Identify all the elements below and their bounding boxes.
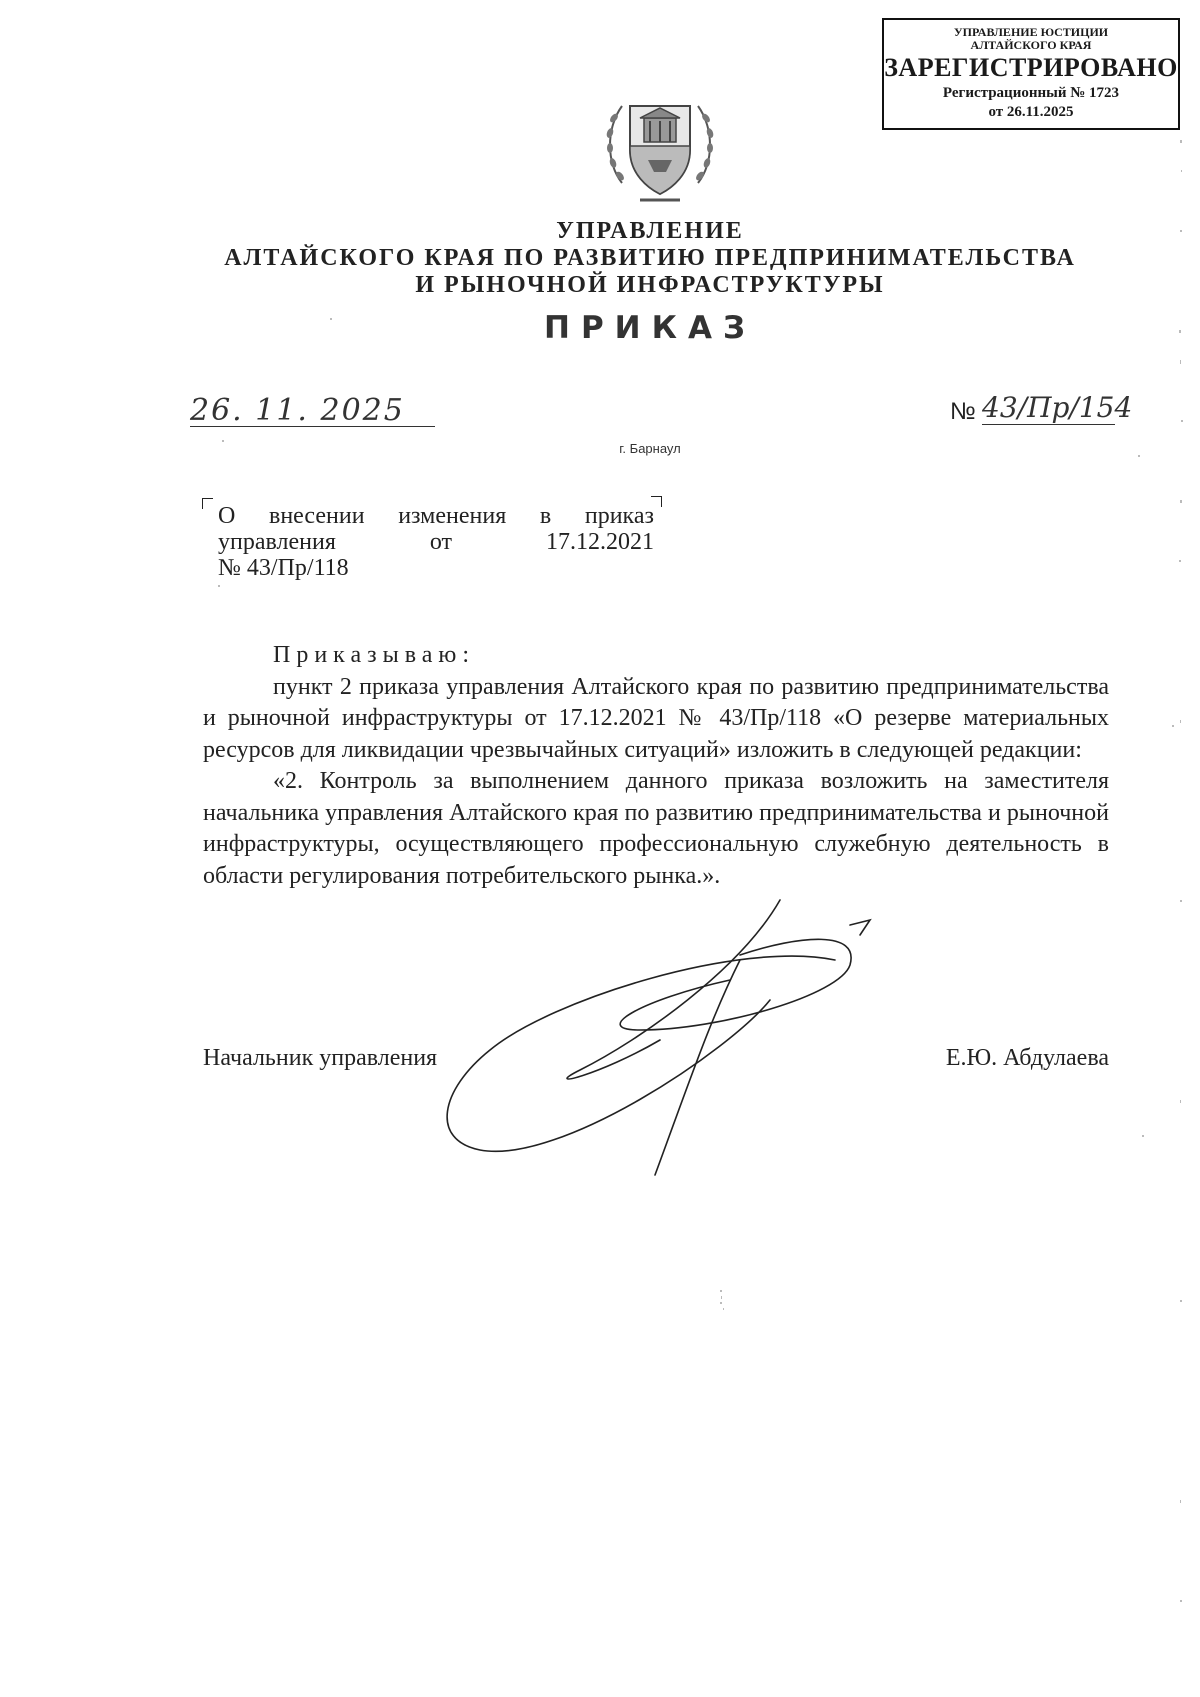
- date-underline: [190, 426, 435, 427]
- subject-word: от: [429, 529, 453, 555]
- order-date: 26. 11. 2025: [190, 393, 405, 428]
- subject-word: внесении: [268, 503, 365, 529]
- body-paragraph-1: пункт 2 приказа управления Алтайского края по развитию предпринимательства и рыночной инфраструктуры от 17.12.2021 № 43/Пр/118 «О резерве материальных ресурсов для ликвидации чрезвычайных ситуаций» изложить в следующей редакции:: [203, 673, 1109, 763]
- org-line-3: И РЫНОЧНОЙ ИНФРАСТРУКТУРЫ: [415, 272, 885, 298]
- subject-word: О: [218, 503, 236, 529]
- signatory-name: Е.Ю. Абдулаева: [945, 1045, 1109, 1071]
- subject-word: управления: [218, 529, 336, 555]
- subject-word: в: [539, 503, 552, 529]
- coat-of-arms-emblem-icon: [600, 88, 720, 206]
- subject-word: № 43/Пр/118: [218, 555, 349, 581]
- signatory-position: Начальник управления: [203, 1045, 438, 1071]
- stamp-authority-line1: УПРАВЛЕНИЕ ЮСТИЦИИ: [953, 25, 1109, 39]
- order-number: 43/Пр/154: [982, 391, 1133, 424]
- subject-word: приказ: [584, 503, 654, 529]
- organization-name: [150, 218, 1150, 299]
- org-line-1: УПРАВЛЕНИЕ: [556, 218, 744, 244]
- stamp-status: ЗАРЕГИСТРИРОВАНО: [884, 53, 1178, 82]
- stamp-reg-date: от 26.11.2025: [988, 104, 1074, 120]
- body-paragraph-2: «2. Контроль за выполнением данного приказа возложить на заместителя начальника управления Алтайского края по развитию предпринимательства и рыночной инфраструктуры, осуществляющего профессиональную служебную деятельность в области регулирования потребительского рынка.».: [203, 768, 1109, 889]
- order-body: [203, 640, 1109, 892]
- city: г. Барнаул: [619, 441, 681, 456]
- subject-word: изменения: [398, 503, 507, 529]
- order-word: Приказываю:: [273, 642, 475, 668]
- stamp-authority-line2: АЛТАЙСКОГО КРАЯ: [970, 38, 1092, 52]
- handwritten-signature-icon: [440, 880, 960, 1180]
- subject-row-1: [218, 503, 654, 529]
- stamp-reg-number: Регистрационный № 1723: [942, 85, 1120, 101]
- number-underline: [982, 424, 1115, 425]
- number-label: №: [950, 398, 976, 425]
- subject-corner-left: [202, 498, 213, 509]
- registration-stamp: [882, 18, 1180, 130]
- document-type-title: ПРИКАЗ: [544, 310, 756, 346]
- subject-word: 17.12.2021: [545, 529, 654, 555]
- org-line-2: АЛТАЙСКОГО КРАЯ ПО РАЗВИТИЮ ПРЕДПРИНИМАТЕЛЬСТВА: [224, 245, 1076, 271]
- subject-row-2: [218, 529, 654, 555]
- order-subject: [218, 503, 654, 581]
- subject-row-3: [218, 555, 654, 581]
